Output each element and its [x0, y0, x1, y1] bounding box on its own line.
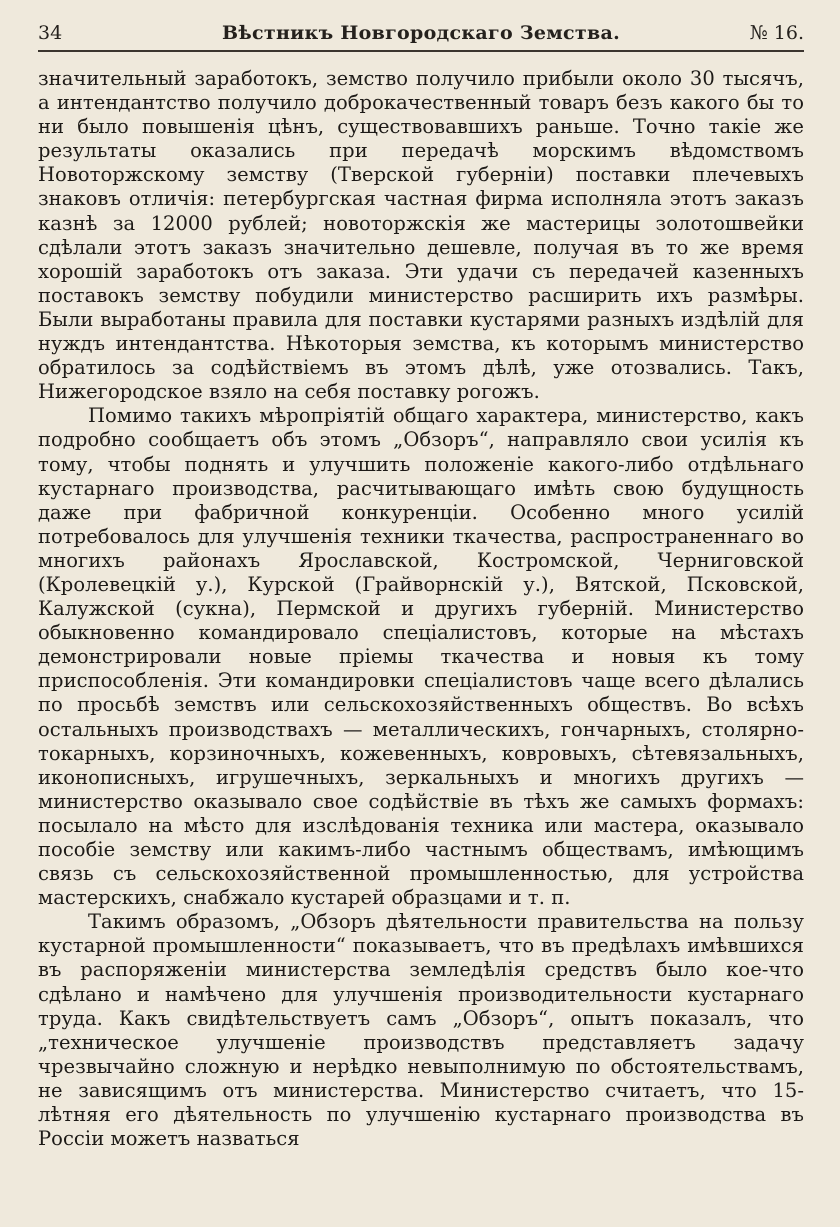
- header-rule: [38, 50, 804, 52]
- running-header: [38, 20, 804, 50]
- issue-number: № 16.: [749, 22, 804, 44]
- paragraph: Помимо такихъ мѣропріятій общаго характера, министерство, какъ подробно сообщаетъ объ этомъ „Обзоръ“, направляло свои усилія къ тому, чтобы поднять и улучшить положеніе какого-либо отдѣльнаго кустарнаго производства, расчитывающаго имѣть свою будущность даже при фабричной конкуренціи. Особенно много усилій потребовалось для улучшенія техники ткачества, распространеннаго во многихъ районахъ Ярославской, Костромской, Черниговской (Кролевецкій у.), Курской (Грайворнскій у.), Вятской, Псковской, Калужской (сукна), Пермской и другихъ губерній. Министерство обыкновенно командировало спеціалистовъ, которые на мѣстахъ демонстрировали новые пріемы ткачества и новыя къ тому приспособленія. Эти командировки спеціалистовъ чаще всего дѣлались по просьбѣ земствъ или сельскохозяйственныхъ обществъ. Во всѣхъ остальныхъ производствахъ — металлическихъ, гончарныхъ, столярно-токарныхъ, корзиночныхъ, кожевенныхъ, ковровыхъ, сѣтевязальныхъ, иконописныхъ, игрушечныхъ, зеркальныхъ и многихъ другихъ — министерство оказывало свое содѣйствіе въ тѣхъ же самыхъ формахъ: посылало на мѣсто для изслѣдованія техника или мастера, оказывало пособіе земству или какимъ-либо частнымъ обществамъ, имѣющимъ связь съ сельскохозяйственной промышленностью, для устройства мастерскихъ, снабжало кустарей образцами и т. п.: [38, 404, 804, 910]
- body-text: [38, 67, 804, 1151]
- journal-title: Вѣстникъ Новгородскаго Земства.: [221, 22, 621, 44]
- paragraph: Такимъ образомъ, „Обзоръ дѣятельности правительства на пользу кустарной промышленности“ показываетъ, что въ предѣлахъ имѣвшихся въ распоряженіи министерства земледѣлія средствъ было кое-что сдѣлано и намѣчено для улучшенія производительности кустарнаго труда. Какъ свидѣтельствуетъ самъ „Обзоръ“, опытъ показалъ, что „техническое улучшеніе производствъ представляетъ задачу чрезвычайно сложную и нерѣдко невыполнимую по обстоятельствамъ, не зависящимъ отъ министерства. Министерство считаетъ, что 15-лѣтняя его дѣятельность по улучшенію кустарнаго производства въ Россіи можетъ назваться: [38, 910, 804, 1151]
- page-number: 34: [38, 22, 63, 44]
- paragraph-continued: значительный заработокъ, земство получило прибыли около 30 тысячъ, а интендантство получило доброкачественный товаръ безъ какого бы то ни было повышенія цѣнъ, существовавшихъ раньше. Точно такіе же результаты оказались при передачѣ морскимъ вѣдомствомъ Новоторжскому земству (Тверской губерніи) поставки плечевыхъ знаковъ отличія: петербургская частная фирма исполняла этотъ заказъ казнѣ за 12000 рублей; новоторжскія же мастерицы золотошвейки сдѣлали этотъ заказъ значительно дешевле, получая въ то же время хорошій заработокъ отъ заказа. Эти удачи съ передачей казенныхъ поставокъ земству побудили министерство расширить ихъ размѣры. Были выработаны правила для поставки кустарями разныхъ издѣлій для нуждъ интендантства. Нѣкоторыя земства, къ которымъ министерство обратилось за содѣйствіемъ въ этомъ дѣлѣ, уже отозвались. Такъ, Нижегородское взяло на себя поставку рогожъ.: [38, 67, 804, 404]
